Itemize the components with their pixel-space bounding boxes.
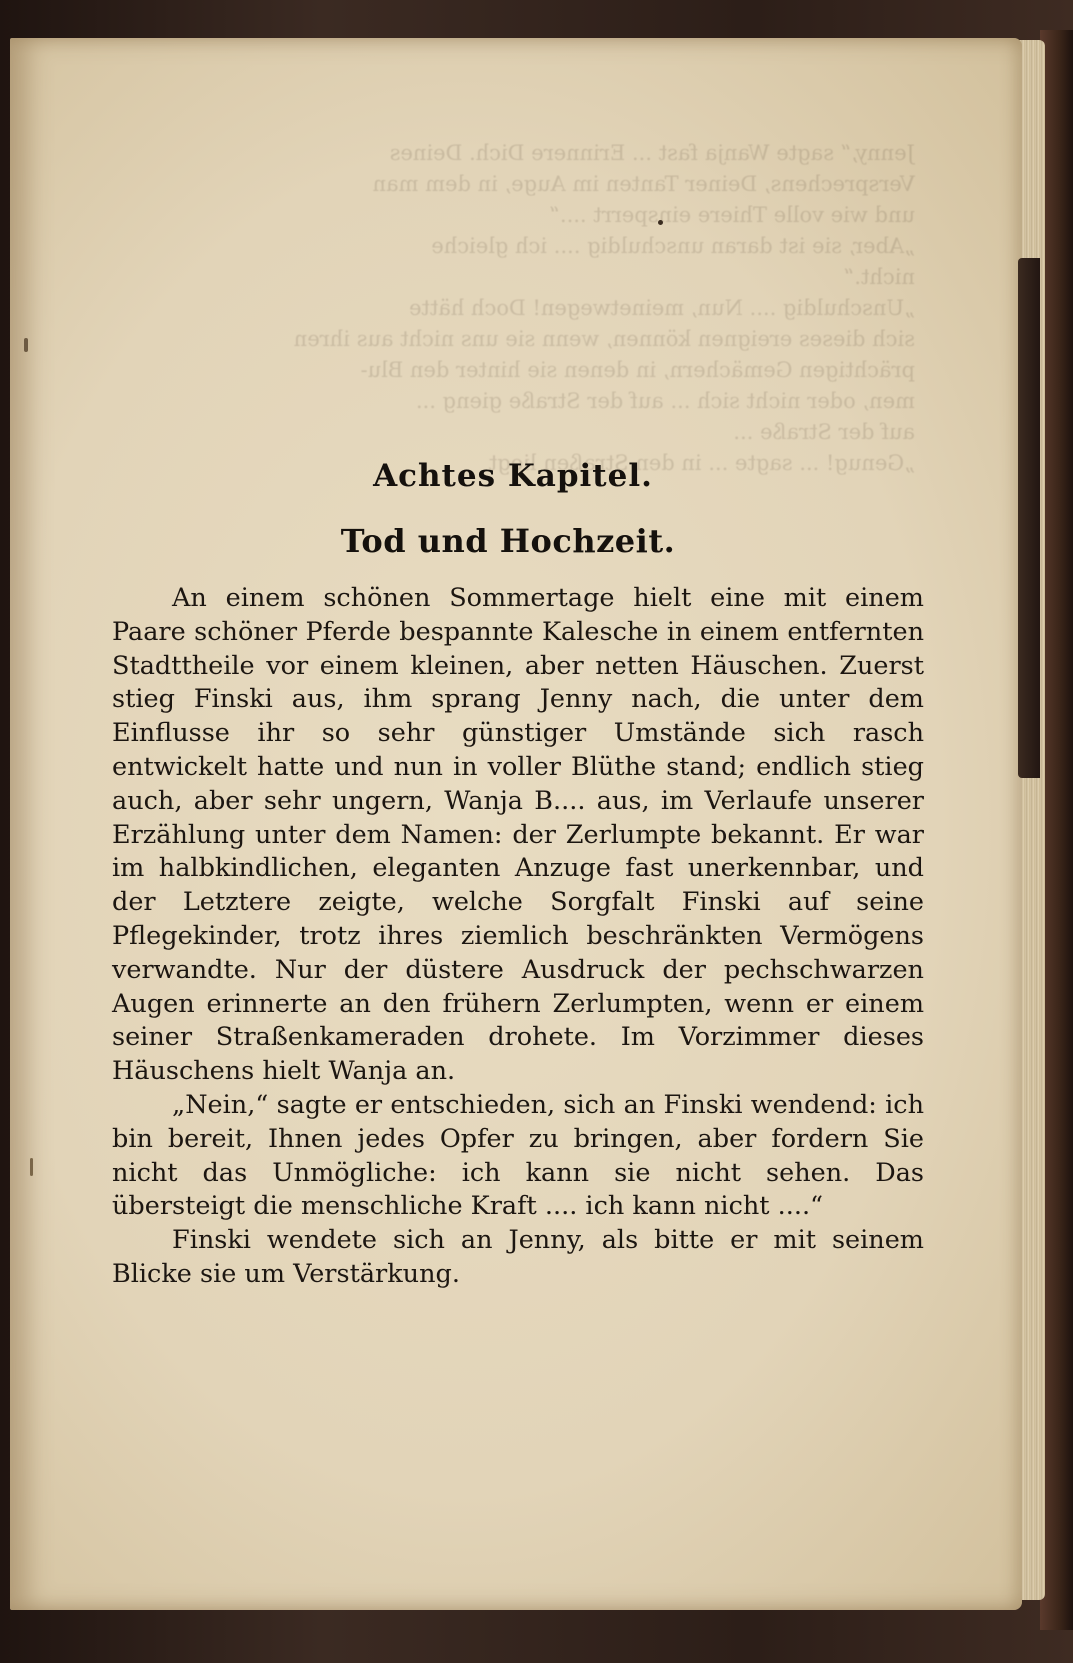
chapter-heading: Achtes Kapitel. [373, 458, 653, 494]
bleed-line: „Unschuldig .... Nun, meinetwegen! Doch hätte [409, 296, 915, 320]
bleed-line: „Aber, sie ist daran unschuldig .... ich gleiche [431, 234, 915, 258]
page-content [112, 458, 924, 1292]
body-paragraph: Finski wendete sich an Jenny, als bitte er mit seinem Blicke sie um Verstärkung. [112, 1225, 924, 1289]
bleed-line: und wie volle Thiere einsperrt ....“ [549, 203, 915, 227]
chapter-subtitle: Tod und Hochzeit. [340, 522, 676, 560]
bleed-line: prächtigen Gemächern, in denen sie hinter den Blu- [360, 358, 915, 382]
gutter-mark [24, 338, 28, 352]
binding-edge [1018, 258, 1040, 778]
bleed-line: nicht.“ [843, 265, 915, 289]
body-paragraph: „Nein,“ sagte er entschieden, sich an Finski wendend: ich bin bereit, Ihnen jedes Opfer zu bringen, aber fordern Sie nicht das Unmögliche: ich kann sie nicht sehen. Das übersteigt die menschliche Kraft .... ich kann nicht ....“ [112, 1089, 924, 1222]
body-paragraph: An einem schönen Sommertage hielt eine mit einem Paare schöner Pferde bespannte Kalesche in einem entfernten Stadttheile vor einem kleinen, aber netten Häuschen. Zuerst stieg Finski aus, ihm sprang Jenny nach, die unter dem Einflusse ihr so sehr günstiger Umstände sich rasch entwickelt hatte und nun in voller Blüthe stand; endlich stieg auch, aber sehr ungern, Wanja B.... aus, im Verlaufe unserer Erzählung unter dem Namen: der Zerlumpte bekannt. Er war im halbkindlichen, eleganten Anzuge fast unerkennbar, und der Letztere zeigte, welche Sorgfalt Finski auf seine Pflegekinder, trotz ihres ziemlich beschränkten Vermögens verwandte. Nur der düstere Ausdruck der pechschwarzen Augen erinnerte an den frühern Zerlumpten, wenn er einem seiner Straßenkameraden drohete. Im Vorzimmer dieses Häuschens hielt Wanja an. [112, 583, 924, 1087]
bleed-line: Versprechens, Deiner Tanten im Auge, in dem man [372, 172, 915, 196]
bleed-line: sich dieses ereignen können, wenn sie uns nicht aus ihren [293, 327, 915, 351]
bleed-line: „Genug! ... sagte ... in den Straßen liegt [488, 451, 915, 475]
bleed-line: men, oder nicht sich ... auf der Straße gieng ... [415, 389, 915, 413]
bleed-line: auf der Straße ... [733, 420, 915, 444]
gutter-mark [30, 1158, 33, 1176]
bleed-line: Jenny,“ sagte Wanja fast ... Erinnere Dich. Deines [389, 141, 915, 165]
book-page [10, 38, 1022, 1610]
